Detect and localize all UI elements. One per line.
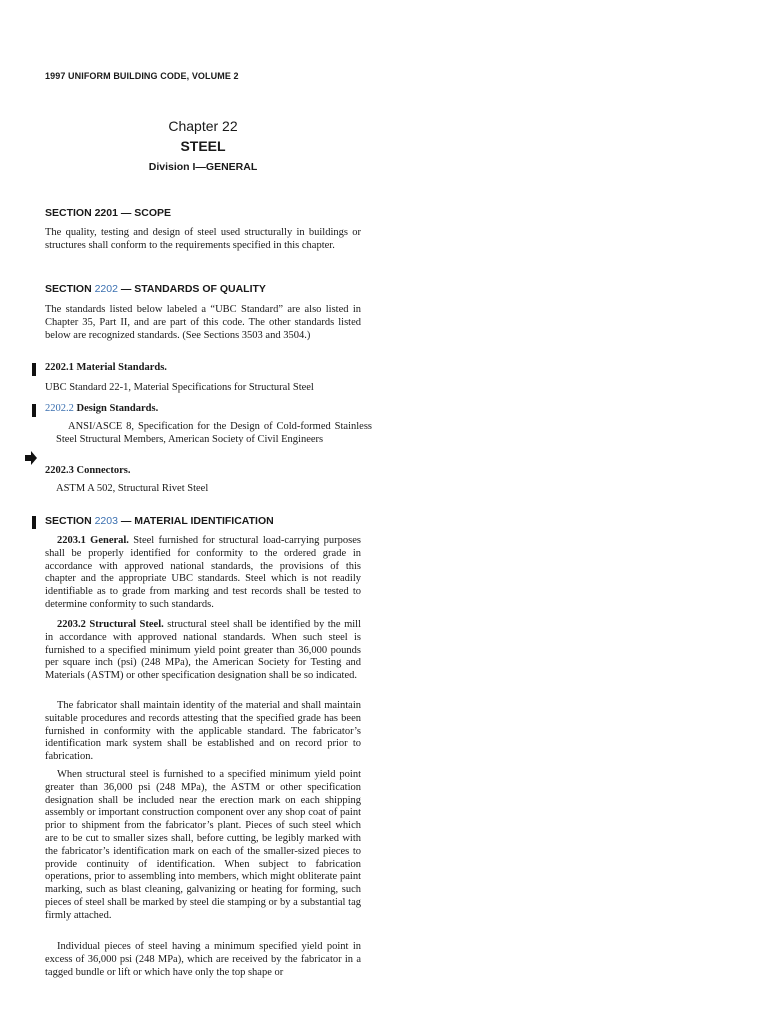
section-2202-link[interactable]: 2202 bbox=[94, 283, 118, 295]
section-2203-prefix: SECTION bbox=[45, 515, 95, 527]
change-bar bbox=[32, 404, 36, 417]
chapter-title: STEEL bbox=[180, 138, 226, 154]
subsection-2202-2-heading bbox=[45, 403, 361, 414]
chapter-number: Chapter 22 bbox=[168, 118, 238, 134]
section-2202-heading bbox=[45, 283, 361, 295]
subsection-2203-2-body: structural steel shall be identified by the mill in accordance with approved national standards. When such steel is furnished to a specified minimum yield point greater than 36,000 pounds per square inch (psi) (248 MPa), the American Society for Testing and Materials (ASTM) or other specification designation shall be so indicated. bbox=[45, 619, 361, 682]
change-arrow-icon bbox=[25, 451, 37, 465]
subsection-2202-2-link[interactable]: 2202.2 bbox=[45, 403, 74, 414]
paragraph-fabricator-identity: The fabricator shall maintain identity of the material and shall maintain suitable procedures and records attesting that the specified grade has been furnished in conformity with the applicable standard. The fabricator’s identification mark system shall be established and on record prior to fabrication. bbox=[45, 700, 361, 763]
paragraph-high-yield-marking: When structural steel is furnished to a specified minimum yield point greater than 36,000 psi (248 MPa), the ASTM or other specification designation shall be included near the erection mark on each shipping assembly or important construction component over any shop coat of paint prior to shipment from the fabricator’s plant. Pieces of such steel which are to be cut to smaller sizes shall, before cutting, be legibly marked with the fabricator’s identification mark on each of the smaller-sized pieces to provide continuity of identification. When subject to fabrication operations, prior to assembling into members, which might obliterate paint marking, such as blast cleaning, galvanizing or heating for forming, such pieces of steel shall be marked by steel die stamping or by a substantial tag firmly attached. bbox=[45, 769, 361, 921]
change-bar bbox=[32, 363, 36, 376]
section-2201-body: The quality, testing and design of steel used structurally in buildings or structures shall conform to the requirements specified in this chapter. bbox=[45, 227, 361, 251]
subsection-2202-2-title: Design Standards. bbox=[73, 403, 159, 414]
section-2202-suffix: — STANDARDS OF QUALITY bbox=[117, 283, 266, 295]
change-bar bbox=[32, 516, 36, 529]
section-2203-heading bbox=[45, 515, 361, 527]
section-2203-link[interactable]: 2203 bbox=[94, 515, 118, 527]
section-2203-suffix: — MATERIAL IDENTIFICATION bbox=[117, 515, 274, 527]
running-head: 1997 UNIFORM BUILDING CODE, VOLUME 2 bbox=[45, 71, 239, 81]
subsection-2202-3-body: ASTM A 502, Structural Rivet Steel bbox=[56, 483, 209, 494]
subsection-2203-2-heading: 2203.2 Structural Steel. bbox=[57, 619, 164, 630]
subsection-2203-1-body: Steel furnished for structural load-carrying purposes shall be properly identified for conformity to the ordered grade in accordance with approved national standards, the provisions of this chapter and the appropriate UBC standards. Steel which is not readily identifiable as to grade from marking and test records shall be tested to determine conformity to such standards. bbox=[45, 535, 362, 610]
section-2201-heading: SECTION 2201 — SCOPE bbox=[45, 207, 172, 219]
subsection-2203-1-heading: 2203.1 General. bbox=[57, 535, 129, 546]
subsection-2202-1-body: UBC Standard 22-1, Material Specifications for Structural Steel bbox=[45, 382, 314, 393]
subsection-2203-1 bbox=[45, 535, 361, 612]
subsection-2203-2 bbox=[45, 619, 361, 683]
subsection-2202-1-heading: 2202.1 Material Standards. bbox=[45, 362, 167, 373]
section-2202-body: The standards listed below labeled a “UBC Standard” are also listed in Chapter 35, Part II, and are part of this code. The other standards listed below are recognized standards. (See Sections 3503 and 3504.) bbox=[45, 304, 361, 341]
subsection-2202-3-heading: 2202.3 Connectors. bbox=[45, 465, 131, 476]
paragraph-individual-pieces: Individual pieces of steel having a minimum specified yield point in excess of 36,000 psi (248 MPa), which are received by the fabricator in a tagged bundle or lift or which have only the top shape or bbox=[45, 941, 361, 978]
section-2202-prefix: SECTION bbox=[45, 283, 95, 295]
subsection-2202-2-body: ANSI/ASCE 8, Specification for the Design of Cold-formed Stainless Steel Structural Members, American Society of Civil Engineers bbox=[56, 421, 372, 445]
division-title: Division I—GENERAL bbox=[148, 161, 258, 173]
